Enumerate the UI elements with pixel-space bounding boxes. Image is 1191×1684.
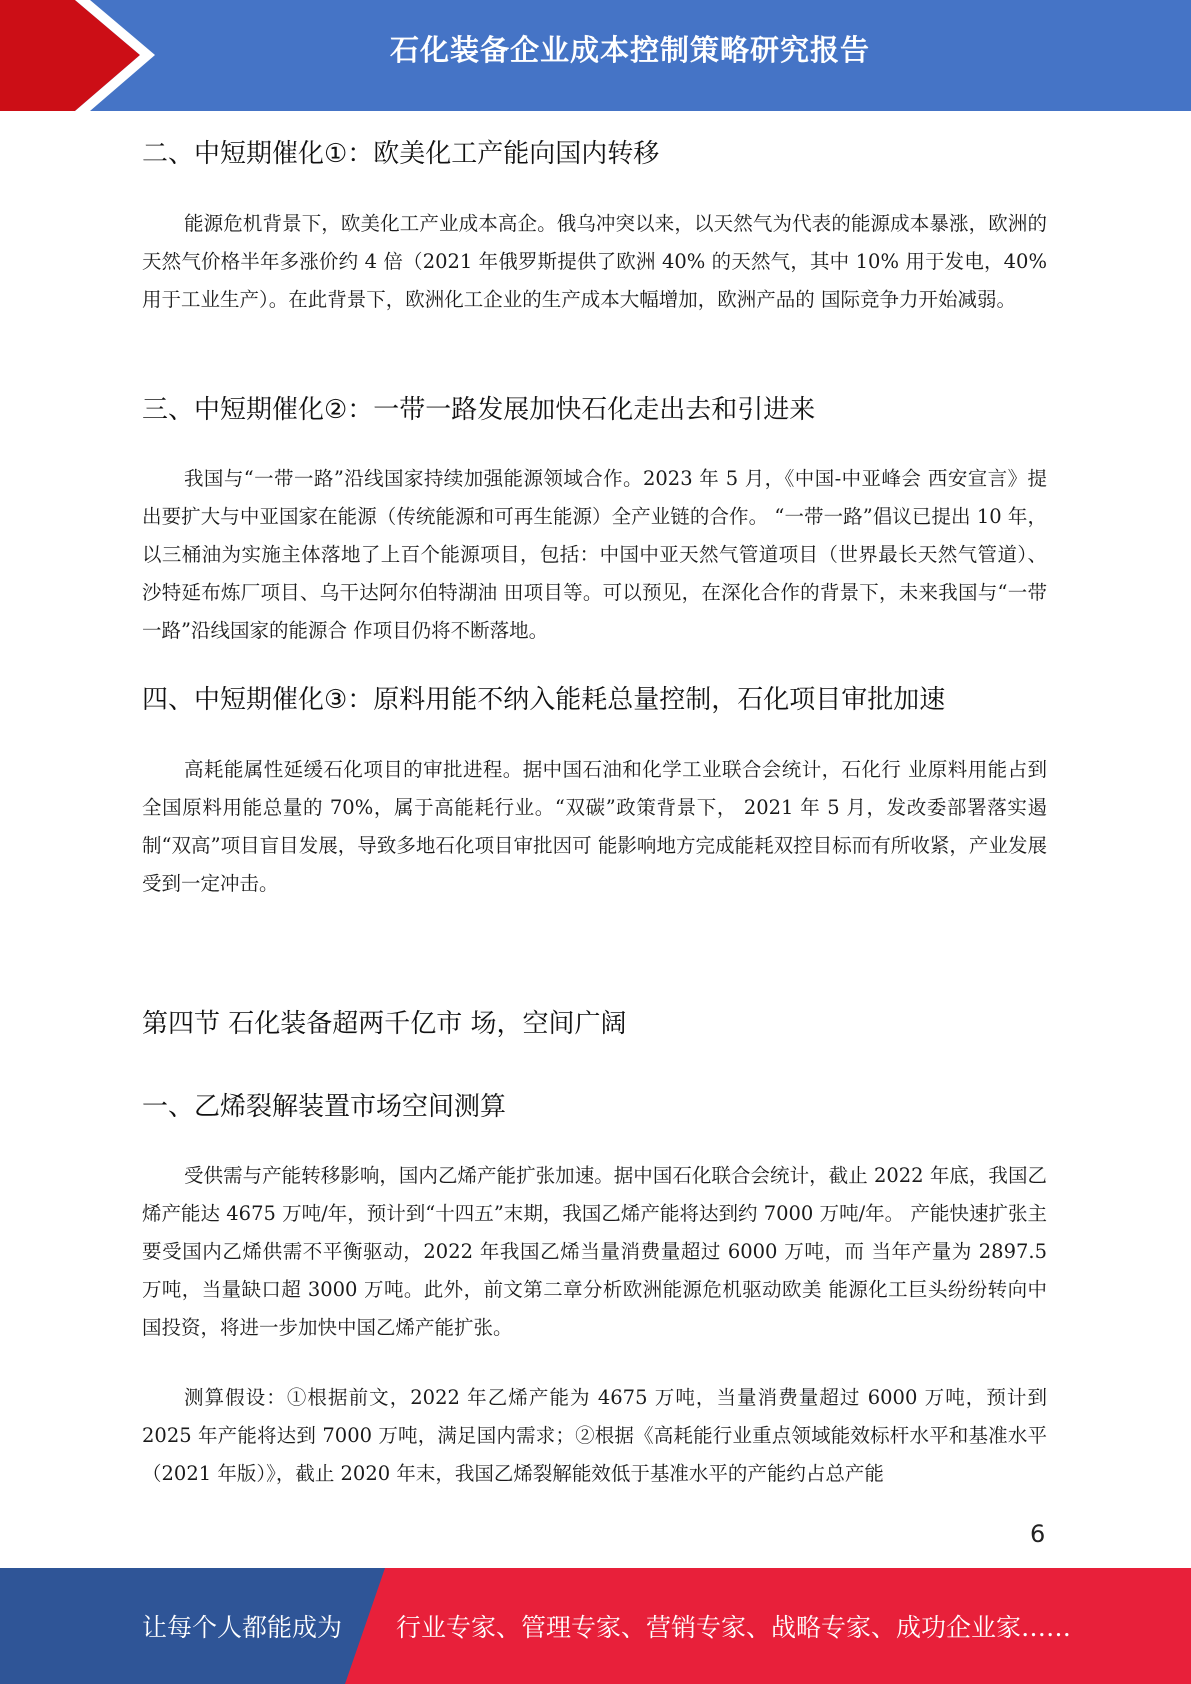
chapter-heading-section-4: 第四节 石化装备超两千亿市 场，空间广阔 xyxy=(142,1009,627,1039)
page-number: 6 xyxy=(1030,1520,1046,1548)
section-heading-3: 三、中短期催化②：一带一路发展加快石化走出去和引进来 xyxy=(142,395,816,425)
footer-slogan-right: 行业专家、管理专家、营销专家、战略专家、成功企业家…… xyxy=(396,1613,1072,1642)
section-heading-2: 二、中短期催化①：欧美化工产能向国内转移 xyxy=(142,139,660,169)
section-paragraph-assumptions: 测算假设：①根据前文，2022 年乙烯产能为 4675 万吨，当量消费量超过 6000 万吨，预计到 2025 年产能将达到 7000 万吨，满足国内需求；②根据《高耗能行业重点领域能效标杆水平和基准水平（2021 年版）》，截止 2020 年末，我国乙烯裂解能效低于基准水平的产能约占总产能 xyxy=(142,1386,1047,1485)
section-paragraph-2: 能源危机背景下，欧美化工产业成本高企。俄乌冲突以来，以天然气为代表的能源成本暴涨，欧洲的天然气价格半年多涨价约 4 倍（2021 年俄罗斯提供了欧洲 40% 的天然气，其中 10% 用于发电，40% 用于工业生产）。在此背景下，欧洲化工企业的生产成本大幅增加，欧洲产品的 国际竞争力开始减弱。 xyxy=(142,212,1047,311)
section-paragraph-ethylene: 受供需与产能转移影响，国内乙烯产能扩张加速。据中国石化联合会统计，截止 2022 年底，我国乙烯产能达 4675 万吨/年，预计到“十四五”末期，我国乙烯产能将达到约 7000 万吨/年。 产能快速扩张主要受国内乙烯供需不平衡驱动，2022 年我国乙烯当量消费量超过 6000 万吨，而 当年产量为 2897.5 万吨，当量缺口超 3000 万吨。此外，前文第二章分析欧洲能源危机驱动欧美 能源化工巨头纷纷转向中国投资，将进一步加快中国乙烯产能扩张。 xyxy=(142,1164,1047,1339)
footer-banner xyxy=(0,1568,1191,1684)
section-heading-4: 四、中短期催化③：原料用能不纳入能耗总量控制，石化项目审批加速 xyxy=(142,685,946,715)
header-banner xyxy=(0,0,1191,111)
footer-slogan-left: 让每个人都能成为 xyxy=(142,1613,343,1642)
section-paragraph-4: 高耗能属性延缓石化项目的审批进程。据中国石油和化学工业联合会统计，石化行 业原料用能占到全国原料用能总量的 70%，属于高能耗行业。“双碳”政策背景下， 2021 年 5 月，发改委部署落实遏制“双高”项目盲目发展，导致多地石化项目审批因可 能影响地方完成能耗双控目标而有所收紧，产业发展受到一定冲击。 xyxy=(142,758,1047,895)
section-heading-ethylene: 一、乙烯裂解装置市场空间测算 xyxy=(142,1092,507,1122)
section-paragraph-3: 我国与“一带一路”沿线国家持续加强能源领域合作。2023 年 5 月，《中国-中亚峰会 西安宣言》提出要扩大与中亚国家在能源（传统能源和可再生能源）全产业链的合作。 “一带一路”倡议已提出 10 年，以三桶油为实施主体落地了上百个能源项目，包括：中国中亚天然气管道项目（世界最长天然气管道）、沙特延布炼厂项目、乌干达阿尔伯特湖油 田项目等。可以预见，在深化合作的背景下，未来我国与“一带一路”沿线国家的能源合 作项目仍将不断落地。 xyxy=(142,467,1047,642)
document-title: 石化装备企业成本控制策略研究报告 xyxy=(389,33,870,67)
